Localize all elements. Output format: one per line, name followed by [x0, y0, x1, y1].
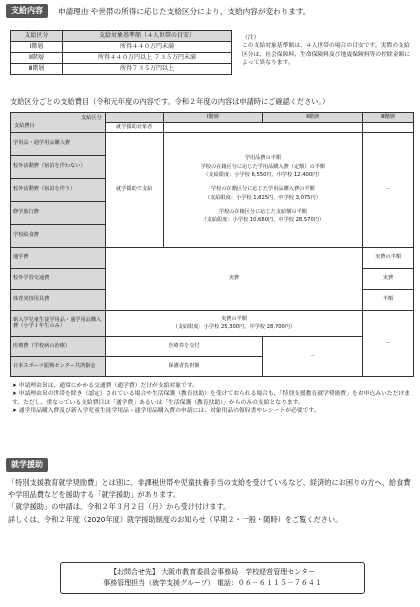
new-line-0: 実費の半額 [220, 315, 247, 322]
criteria-amount-2: 所得４４０万円以上 ７３５万円未満 [63, 53, 232, 64]
bullet-item: ➤ 通学用品購入費及び新入学児童生徒学用品・通学用品購入費の申請には、対象用品の領収書やレシートが必要です。 [12, 408, 320, 415]
level3-dash-1: － [363, 132, 414, 247]
section2-p1: 「特別支援教育就学奨励費」とは別に、非課税世帯や児童扶養手当の支給を受けているなど、経済的にお困りの方へ、給食費や学用品費などを援助する「就学援助」があります。 [8, 478, 411, 500]
criteria-table [10, 30, 232, 75]
criteria-amount-1: 所得４４０万円未満 [63, 42, 232, 53]
support-cell: 就学援助で支給 [105, 132, 163, 247]
row-label-commute: 通学費 [11, 247, 106, 268]
note-label: （注） [242, 35, 260, 41]
bullet-text-2: 通学用品購入費及び新入学児童生徒学用品・通学用品購入費の申請には、対象用品の領収書やレシートが必要です。 [18, 408, 320, 415]
row-label-medical: 医療費（学校病の治療） [11, 336, 106, 356]
detail-table-title: 支給区分ごとの支給費目（令和元年度の内容です。令和２年度の内容は申請時にご確認ください。） [10, 97, 330, 106]
row-label-school-supplies: 学用品・通学用品購入費 [11, 132, 106, 155]
level-header-2: Ⅱ階層 [263, 113, 363, 123]
contact-dept: 事務管理担当（就学支援グループ） [103, 579, 215, 588]
note-text: この支給対象基準額は、４人世帯の場合の目安です。実際の支給区分は、社会保障料、生命保険料及び地震保険料等の控除金額によって異なります。 [242, 43, 411, 67]
level2-dash: － [263, 336, 363, 376]
contact-line-2 [69, 578, 356, 589]
section-tag-support-content: 支給内容 [6, 4, 48, 18]
row-label-new-entrant: 新入学児童生徒学用品・通学用品購入費（小学１年生のみ） [11, 310, 106, 336]
bullet-text-1: 申請理由Ｂの世帯を除き（認定）されている場合や生活保護（教育扶助）を受けておられる場合も、「特別支援教育就学奨励費」をお申込みいただけます。ただし、重なっている支給費目は「通学費」あるいは「生活保護（教育扶助）」からのみの支給となります。 [12, 391, 410, 406]
bullet-item: ➤ 申請理由Ｂは、通常にかかる交通費（通学費）だけが支給対象です。 [12, 383, 198, 389]
c-line-2: （支給限度：小学校 6,550円、中学校 12,400円） [203, 172, 323, 179]
criteria-amount-3: 所得７３５万円以上 [63, 64, 232, 75]
section-intro: 申請理由 や世帯の所得に応じた支給区分により、支給内容が変わります。 [58, 7, 311, 16]
section-tag-school-aid: 就学援助 [6, 458, 48, 472]
contact-box [60, 562, 365, 594]
new-entrant-cell [105, 310, 362, 336]
c-line-4: （支給限度：小学校 1,825円、中学校 3,075円） [204, 194, 321, 201]
row-label-jsc: 日本スポーツ振興センター共済掛金 [11, 356, 106, 376]
level3-commute: 実費の半額 [363, 247, 414, 268]
corner-bottom-label: 支給費目 [14, 123, 35, 129]
row-label-field-trip-transport: 校外学習交通費 [11, 268, 106, 289]
actual-cost-cell: 実費 [105, 247, 362, 310]
new-line-1: （支給限度：小学校 25,300円、中学校 28,700円） [172, 324, 296, 330]
criteria-class-1: Ⅰ階層 [11, 42, 63, 53]
level-header-3: Ⅲ階層 [363, 113, 414, 123]
bullet-item: ➤ 申請理由Ｂの世帯を除き（認定）されている場合や生活保護（教育扶助）を受けておられる場合も、「特別支援教育就学奨励費」をお申込みいただけます。ただし、重なっている支給費目は「通学費」あるいは「生活保護（教育扶助）」からのみの支給となります。 [12, 391, 410, 406]
level-header-0 [105, 113, 163, 123]
subheader-blank-3 [363, 122, 414, 132]
c-line-3: 学校の在籍区分に応じた学用品購入費の半額 [210, 186, 315, 193]
bullet-notes [12, 382, 412, 416]
contact-label: 【お問合せ先】 [110, 568, 160, 576]
contact-tel: 電話：０６－６１１５－７６４１ [216, 579, 322, 588]
medical-cell: 医療券を交付 [105, 336, 263, 356]
row-label-lunch: 学校給食費 [11, 224, 106, 247]
row-label-outing-overnight: 校外活動費（宿泊を伴う） [11, 178, 106, 201]
criteria-note [242, 34, 412, 68]
subheader-blank [163, 122, 362, 132]
row-label-pe-equipment: 体育実技用具費 [11, 289, 106, 310]
subheader-target: 就学援助対象者 [105, 122, 163, 132]
detail-table [10, 112, 414, 377]
corner-top-label: 支給区分 [81, 115, 102, 121]
bullet-text-0: 申請理由Ｂは、通常にかかる交通費（通学費）だけが支給対象です。 [18, 383, 198, 389]
support-detail-cell [163, 132, 362, 247]
c-line-5: 学校の在籍区分に応じた支給額の半額 [218, 208, 307, 215]
level-header-1: Ⅰ階層 [163, 113, 263, 123]
criteria-class-3: Ⅲ階層 [11, 64, 63, 75]
section2-p3: 詳しくは、令和２年度（2020年度）就学援助制度のお知らせ（早期２・一般・随時）をご覧ください。 [8, 514, 343, 524]
level3-pe: 半額 [363, 289, 414, 310]
level3-field-trip: 実費 [363, 268, 414, 289]
c-line-1: 学校の在籍区分に応じた学用品購入費（定額）の半額 [200, 163, 326, 170]
corner-cell [11, 113, 106, 133]
c-line-6: （支給限度：小学校 10,680円、中学校 28,570円） [201, 217, 325, 224]
jsc-cell: 保護者負担額 [105, 356, 263, 376]
row-label-school-trip: 修学旅行費 [11, 201, 106, 224]
contact-org: 大阪市教育委員会事務局 学校経営管理センター [161, 568, 315, 576]
criteria-class-2: Ⅱ階層 [11, 53, 63, 64]
contact-line-1 [69, 567, 356, 578]
criteria-col-amount: 支給対象基準額（４人世帯の目安） [63, 31, 232, 42]
section2-body [8, 477, 414, 526]
c-line-0: 学用品費の半額 [244, 155, 282, 162]
row-label-outing-day: 校外活動費（宿泊を伴わない） [11, 155, 106, 178]
section2-p2: 「就学援助」の申請は、令和２年３月２日（月）から受け付けます。 [8, 502, 231, 512]
level3-dash-2: － [363, 310, 414, 376]
criteria-col-class: 支給区分 [11, 31, 63, 42]
